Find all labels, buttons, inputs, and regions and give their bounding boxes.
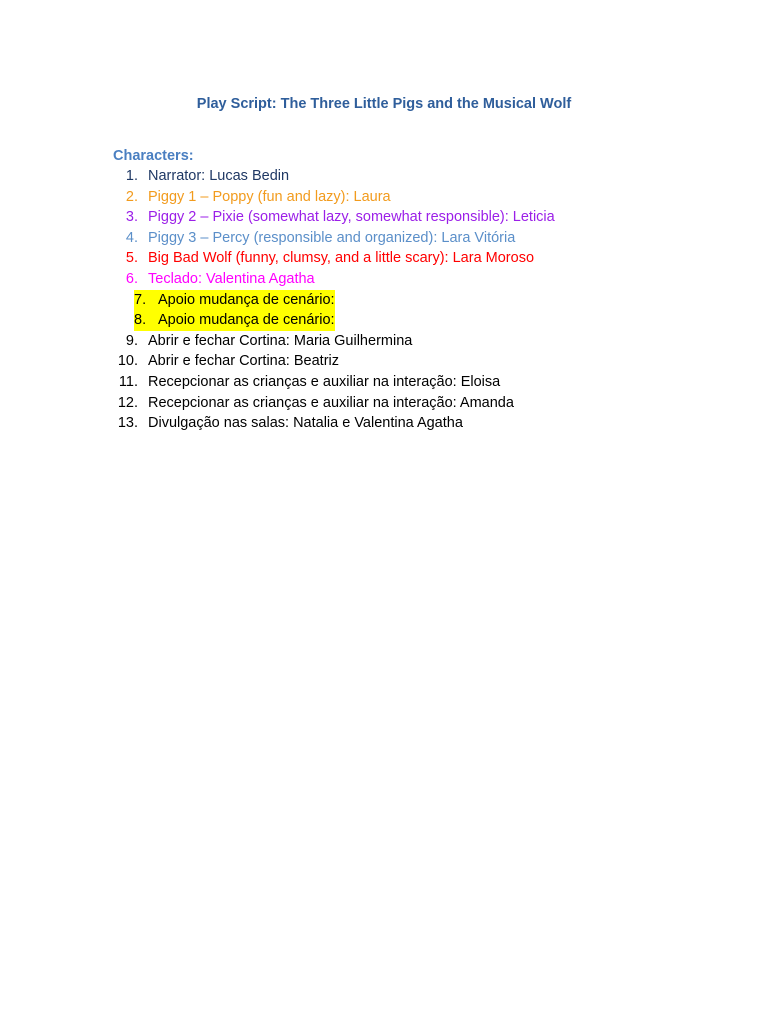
- list-item-text: Piggy 1 – Poppy (fun and lazy): Laura: [148, 188, 391, 205]
- list-item-text: Narrator: Lucas Bedin: [148, 168, 290, 184]
- highlight-mark: [134, 310, 335, 331]
- list-item-text: Recepcionar as crianças e auxiliar na interação: Eloisa: [148, 373, 501, 390]
- list-item-number: 11.: [118, 373, 138, 390]
- list-item-content: [0, 310, 335, 331]
- list-item-text: Abrir e fechar Cortina: Beatriz: [148, 353, 339, 370]
- list-item-content: [0, 351, 339, 372]
- list-item-text: Big Bad Wolf (funny, clumsy, and a little scary): Lara Moroso: [148, 250, 535, 267]
- list-item-number: 9.: [125, 332, 138, 349]
- list-item-content: [0, 290, 335, 311]
- list-item-content: [0, 413, 463, 434]
- page-title: Play Script: The Three Little Pigs and the Musical Wolf: [196, 96, 572, 112]
- list-item-text: Apoio mudança de cenário:: [158, 290, 335, 311]
- list-item-text: Apoio mudança de cenário:: [158, 310, 335, 331]
- list-item-number: 5.: [125, 250, 138, 267]
- list-item-content: [0, 207, 555, 228]
- list-item-text: Teclado: Valentina Agatha: [148, 270, 315, 287]
- list-item-number: 12.: [117, 394, 138, 411]
- list-item-text: Recepcionar as crianças e auxiliar na interação: Amanda: [148, 394, 514, 411]
- list-item-number: 7.: [134, 291, 147, 308]
- list-item-number: 8.: [134, 312, 147, 329]
- list-item-content: [0, 166, 289, 187]
- list-item-number: 6.: [125, 270, 138, 287]
- list-item-content: [0, 248, 534, 269]
- characters-heading: Characters:: [113, 148, 194, 164]
- list-item-number: 2.: [125, 188, 138, 205]
- list-item-text: Piggy 3 – Percy (responsible and organized): Lara Vitória: [148, 229, 516, 246]
- list-item-content: [0, 331, 412, 352]
- list-item-text: Piggy 2 – Pixie (somewhat lazy, somewhat responsible): Leticia: [148, 209, 555, 226]
- list-item-number: 13.: [117, 415, 138, 432]
- highlight-mark: [134, 290, 335, 311]
- list-item-text: Divulgação nas salas: Natalia e Valentina Agatha: [148, 415, 463, 432]
- list-item-number: 10.: [117, 353, 138, 370]
- list-item-number: 1.: [125, 168, 138, 184]
- list-item-content: [0, 393, 514, 414]
- list-item-content: [0, 372, 500, 393]
- list-item-content: [0, 269, 315, 290]
- list-item-number: 3.: [125, 209, 138, 226]
- list-item-text: Abrir e fechar Cortina: Maria Guilhermina: [148, 332, 413, 349]
- list-item-content: [0, 187, 391, 208]
- list-item-content: [0, 228, 515, 249]
- list-item-number: 4.: [125, 229, 138, 246]
